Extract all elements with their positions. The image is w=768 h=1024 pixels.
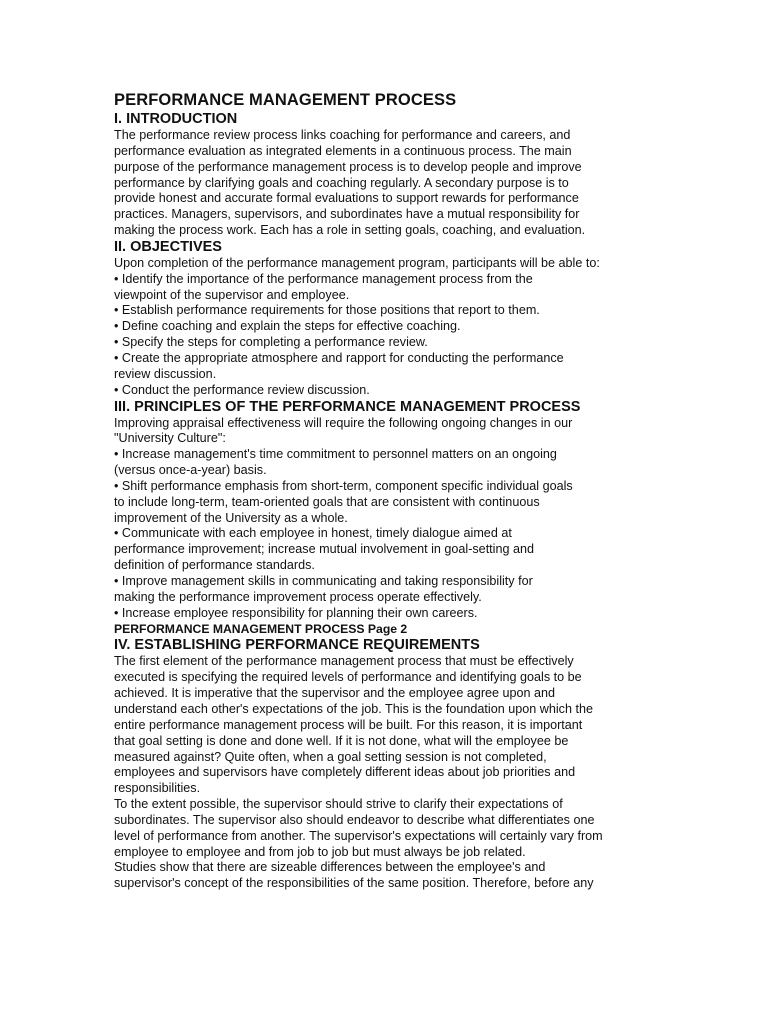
paragraph-line: employee to employee and from job to job but must always be job related. <box>114 844 526 859</box>
bullet-line: • Specify the steps for completing a performance review. <box>114 335 428 350</box>
paragraph-line: The first element of the performance management process that must be effectively <box>114 654 574 669</box>
paragraph-line: supervisor's concept of the responsibilities of the same position. Therefore, before any <box>114 876 594 891</box>
paragraph-line: executed is specifying the required levels of performance and identifying goals to be <box>114 670 582 685</box>
section-heading-introduction: I. INTRODUCTION <box>114 111 238 127</box>
page-running-header: PERFORMANCE MANAGEMENT PROCESS Page 2 <box>114 622 408 637</box>
paragraph-line: subordinates. The supervisor also should endeavor to describe what differentiates one <box>114 812 595 827</box>
paragraph-line: performance evaluation as integrated elements in a continuous process. The main <box>114 143 572 158</box>
paragraph-line: responsibilities. <box>114 781 201 796</box>
paragraph-line: "University Culture": <box>114 431 226 446</box>
bullet-line: • Improve management skills in communicating and taking responsibility for <box>114 573 533 588</box>
bullet-line: • Increase employee responsibility for planning their own careers. <box>114 605 478 620</box>
paragraph-line: The performance review process links coaching for performance and careers, and <box>114 128 571 142</box>
bullet-continuation-line: improvement of the University as a whole. <box>114 510 348 525</box>
principles-body <box>114 416 659 622</box>
bullet-continuation-line: performance improvement; increase mutual involvement in goal-setting and <box>114 542 535 557</box>
bullet-line: • Increase management's time commitment to personnel matters on an ongoing <box>114 447 557 462</box>
bullet-continuation-line: review discussion. <box>114 366 217 381</box>
paragraph-line: Improving appraisal effectiveness will require the following ongoing changes in our <box>114 415 573 430</box>
paragraph-line: measured against? Quite often, when a goal setting session is not completed, <box>114 749 547 764</box>
paragraph-line: that goal setting is done and done well. If it is not done, what will the employee be <box>114 733 569 748</box>
bullet-line: • Create the appropriate atmosphere and rapport for conducting the performance <box>114 350 564 365</box>
bullet-continuation-line: definition of performance standards. <box>114 558 315 573</box>
bullet-line: • Conduct the performance review discussion. <box>114 382 370 397</box>
bullet-continuation-line: making the performance improvement process operate effectively. <box>114 589 482 604</box>
paragraph-line: making the process work. Each has a role in setting goals, coaching, and evaluation. <box>114 223 586 238</box>
bullet-line: • Define coaching and explain the steps for effective coaching. <box>114 319 461 334</box>
introduction-body <box>114 128 659 239</box>
document-page <box>114 90 659 892</box>
section-heading-requirements: IV. ESTABLISHING PERFORMANCE REQUIREMENTS <box>114 637 480 654</box>
requirements-body <box>114 654 659 892</box>
bullet-continuation-line: (versus once-a-year) basis. <box>114 463 267 478</box>
paragraph-line: To the extent possible, the supervisor should strive to clarify their expectations of <box>114 797 563 812</box>
paragraph-line: provide honest and accurate formal evaluations to support rewards for performance <box>114 191 579 206</box>
bullet-continuation-line: viewpoint of the supervisor and employee. <box>114 287 350 302</box>
paragraph-line: practices. Managers, supervisors, and subordinates have a mutual responsibility for <box>114 207 580 222</box>
bullet-line: • Identify the importance of the performance management process from the <box>114 271 533 286</box>
paragraph-line: performance by clarifying goals and coaching regularly. A secondary purpose is to <box>114 175 569 190</box>
bullet-line: • Shift performance emphasis from short-term, component specific individual goals <box>114 478 573 493</box>
section-heading-principles: III. PRINCIPLES OF THE PERFORMANCE MANAGEMENT PROCESS <box>114 398 581 415</box>
paragraph-line: purpose of the performance management process is to develop people and improve <box>114 159 582 174</box>
bullet-line: • Communicate with each employee in honest, timely dialogue aimed at <box>114 526 512 541</box>
paragraph-line: Upon completion of the performance management program, participants will be able to: <box>114 255 600 270</box>
section-heading-objectives: II. OBJECTIVES <box>114 238 222 255</box>
document-title: PERFORMANCE MANAGEMENT PROCESS <box>114 91 457 109</box>
paragraph-line: achieved. It is imperative that the supervisor and the employee agree upon and <box>114 686 556 701</box>
paragraph-line: employees and supervisors have completely different ideas about job priorities and <box>114 765 576 780</box>
objectives-body <box>114 256 659 399</box>
paragraph-line: understand each other's expectations of the job. This is the foundation upon which the <box>114 702 593 716</box>
paragraph-line: Studies show that there are sizeable differences between the employee's and <box>114 860 546 875</box>
paragraph-line: level of performance from another. The supervisor's expectations will certainly vary from <box>114 828 603 843</box>
paragraph-line: entire performance management process will be built. For this reason, it is important <box>114 717 583 732</box>
bullet-line: • Establish performance requirements for those positions that report to them. <box>114 303 540 318</box>
bullet-continuation-line: to include long-term, team-oriented goals that are consistent with continuous <box>114 494 540 509</box>
